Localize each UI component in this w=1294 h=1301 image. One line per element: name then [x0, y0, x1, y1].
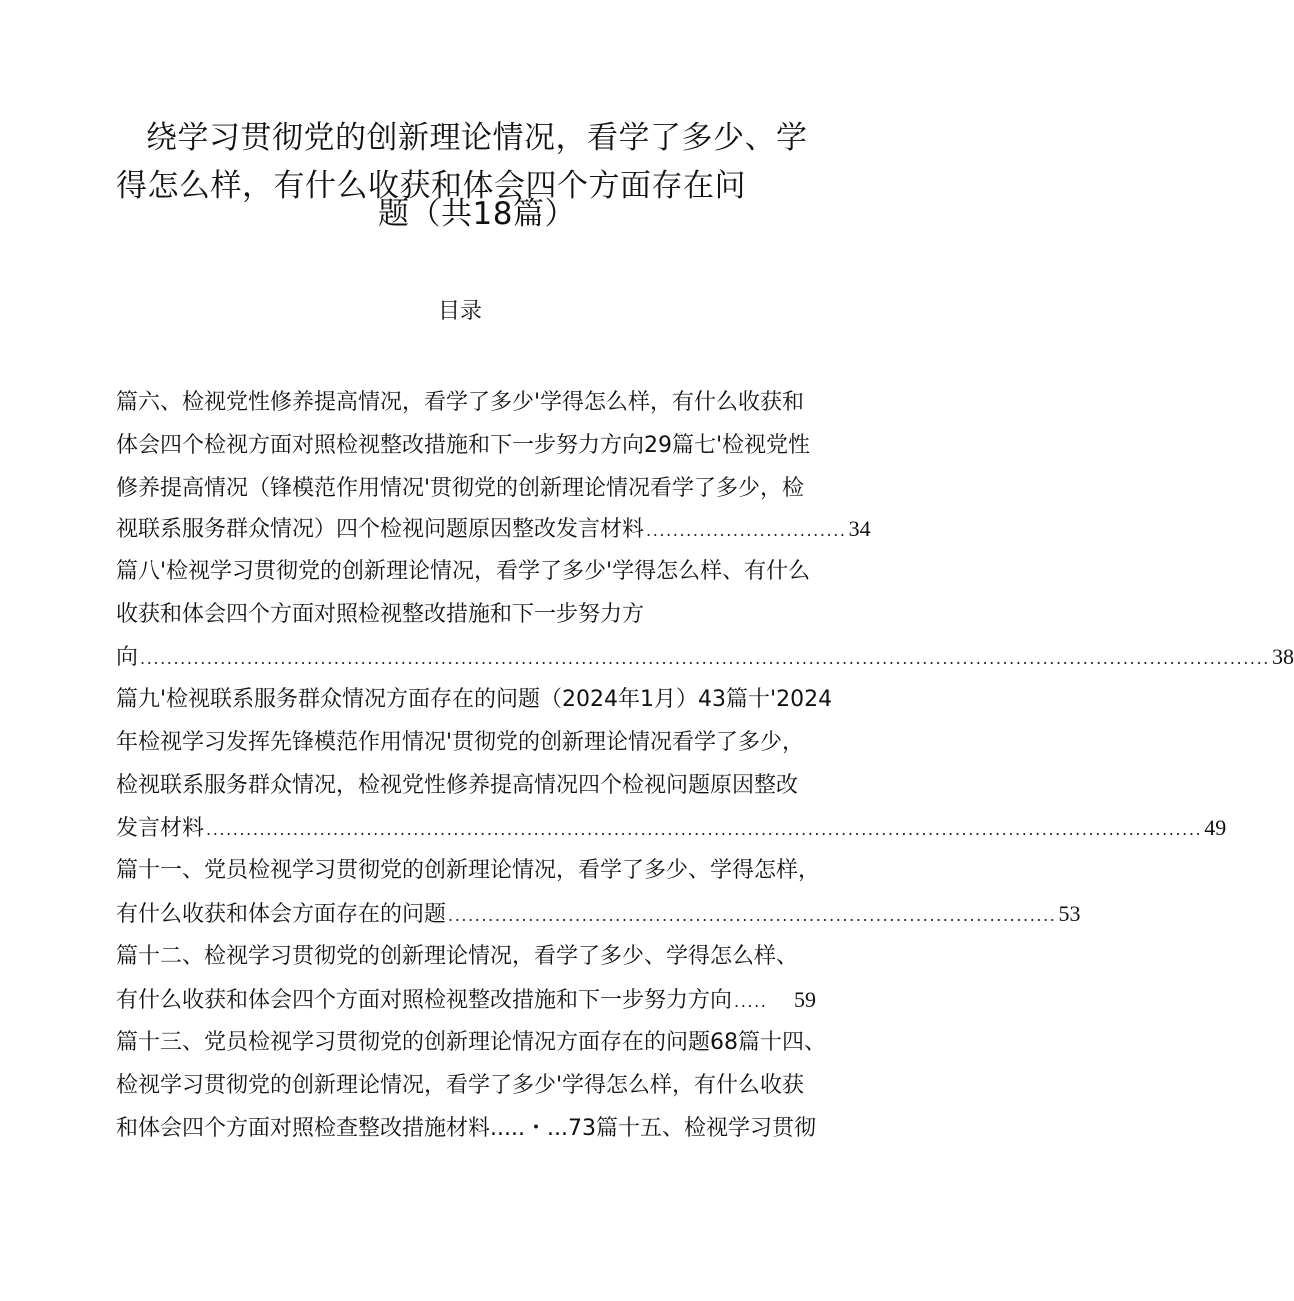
toc-line [116, 771, 798, 801]
toc-page-number: 59 [794, 987, 816, 1012]
toc-line-text: 篇十一、党员检视学习贯彻党的创新理论情况，看学了多少、学得怎样， [116, 858, 821, 883]
toc-page-number: 53 [1058, 901, 1081, 926]
toc-line-text: 篇十二、检视学习贯彻党的创新理论情况，看学了多少、学得怎么样、 [116, 944, 799, 969]
toc-line [116, 474, 804, 504]
toc-line-text: 篇六、检视党性修养提高情况，看学了多少'学得怎么样，有什么收获和 [116, 390, 805, 415]
toc-line-text: 有什么收获和体会四个方面对照检视整改措施和下一步努力方向 [116, 988, 733, 1013]
toc-line-text: 年检视学习发挥先锋模范作用情况'贯彻党的创新理论情况看学了多少， [116, 730, 805, 755]
toc-line [116, 1071, 804, 1101]
title-line-3: 题（共18篇） [378, 196, 576, 232]
toc-line [116, 685, 832, 715]
toc-page-number: 38 [1271, 644, 1294, 669]
dot-leader: ..................................................................................................................................................... [206, 820, 1203, 839]
toc-heading: 目录 [437, 299, 482, 324]
toc-line [116, 1028, 826, 1058]
toc-line-text: 收获和体会四个方面对照检视整改措施和下一步努力方 [116, 602, 645, 627]
toc-line [116, 388, 804, 418]
toc-line-text: 篇九'检视联系服务群众情况方面存在的问题（2024年1月）43篇十'2024 [116, 687, 833, 712]
toc-line [116, 728, 804, 758]
dot-leader: ........................................................................................... [448, 906, 1057, 925]
toc-line[interactable] [116, 514, 871, 546]
title-line-2: 得怎么样，有什么收获和体会四个方面存在问 [116, 168, 746, 204]
toc-line[interactable] [116, 642, 1294, 674]
toc-line [116, 942, 798, 972]
title-line-1: 绕学习贯彻党的创新理论情况，看学了多少、学 [146, 120, 808, 156]
toc-page-number: 34 [848, 516, 871, 541]
toc-line-text: 发言材料 [116, 816, 205, 841]
toc-line-text: 有什么收获和体会方面存在的问题 [116, 902, 447, 927]
toc-line-text: 检视联系服务群众情况，检视党性修养提高情况四个检视问题原因整改 [116, 773, 799, 798]
toc-page-number: 49 [1204, 815, 1227, 840]
toc-line [116, 856, 820, 886]
dot-leader: ..... [734, 992, 768, 1011]
toc-line-text: 篇八'检视学习贯彻党的创新理论情况，看学了多少'学得怎么样、有什么 [116, 559, 811, 584]
toc-line[interactable] [116, 899, 1081, 931]
toc-line [116, 431, 810, 461]
toc-line[interactable] [116, 813, 1227, 845]
toc-line-text: 修养提高情况（锋模范作用情况'贯彻党的创新理论情况看学了多少，检 [116, 476, 805, 501]
toc-line-text: 向 [116, 645, 139, 670]
toc-line-text: 检视学习贯彻党的创新理论情况，看学了多少'学得怎么样，有什么收获 [116, 1073, 805, 1098]
toc-line [116, 557, 810, 587]
toc-line-text: 视联系服务群众情况）四个检视问题原因整改发言材料 [116, 517, 645, 542]
dot-leader: ......................................................................................................................................................................... [140, 649, 1270, 668]
toc-line-text: 体会四个检视方面对照检视整改措施和下一步努力方向29篇七'检视党性 [116, 433, 811, 458]
dot-leader: .............................. [646, 521, 847, 540]
toc-line [116, 1114, 816, 1144]
toc-line[interactable] [116, 985, 816, 1017]
toc-line-text: 篇十三、党员检视学习贯彻党的创新理论情况方面存在的问题68篇十四、 [116, 1030, 826, 1055]
toc-line [116, 600, 644, 630]
toc-line-text: 和体会四个方面对照检查整改措施材料.....・...73篇十五、检视学习贯彻 [116, 1116, 816, 1141]
